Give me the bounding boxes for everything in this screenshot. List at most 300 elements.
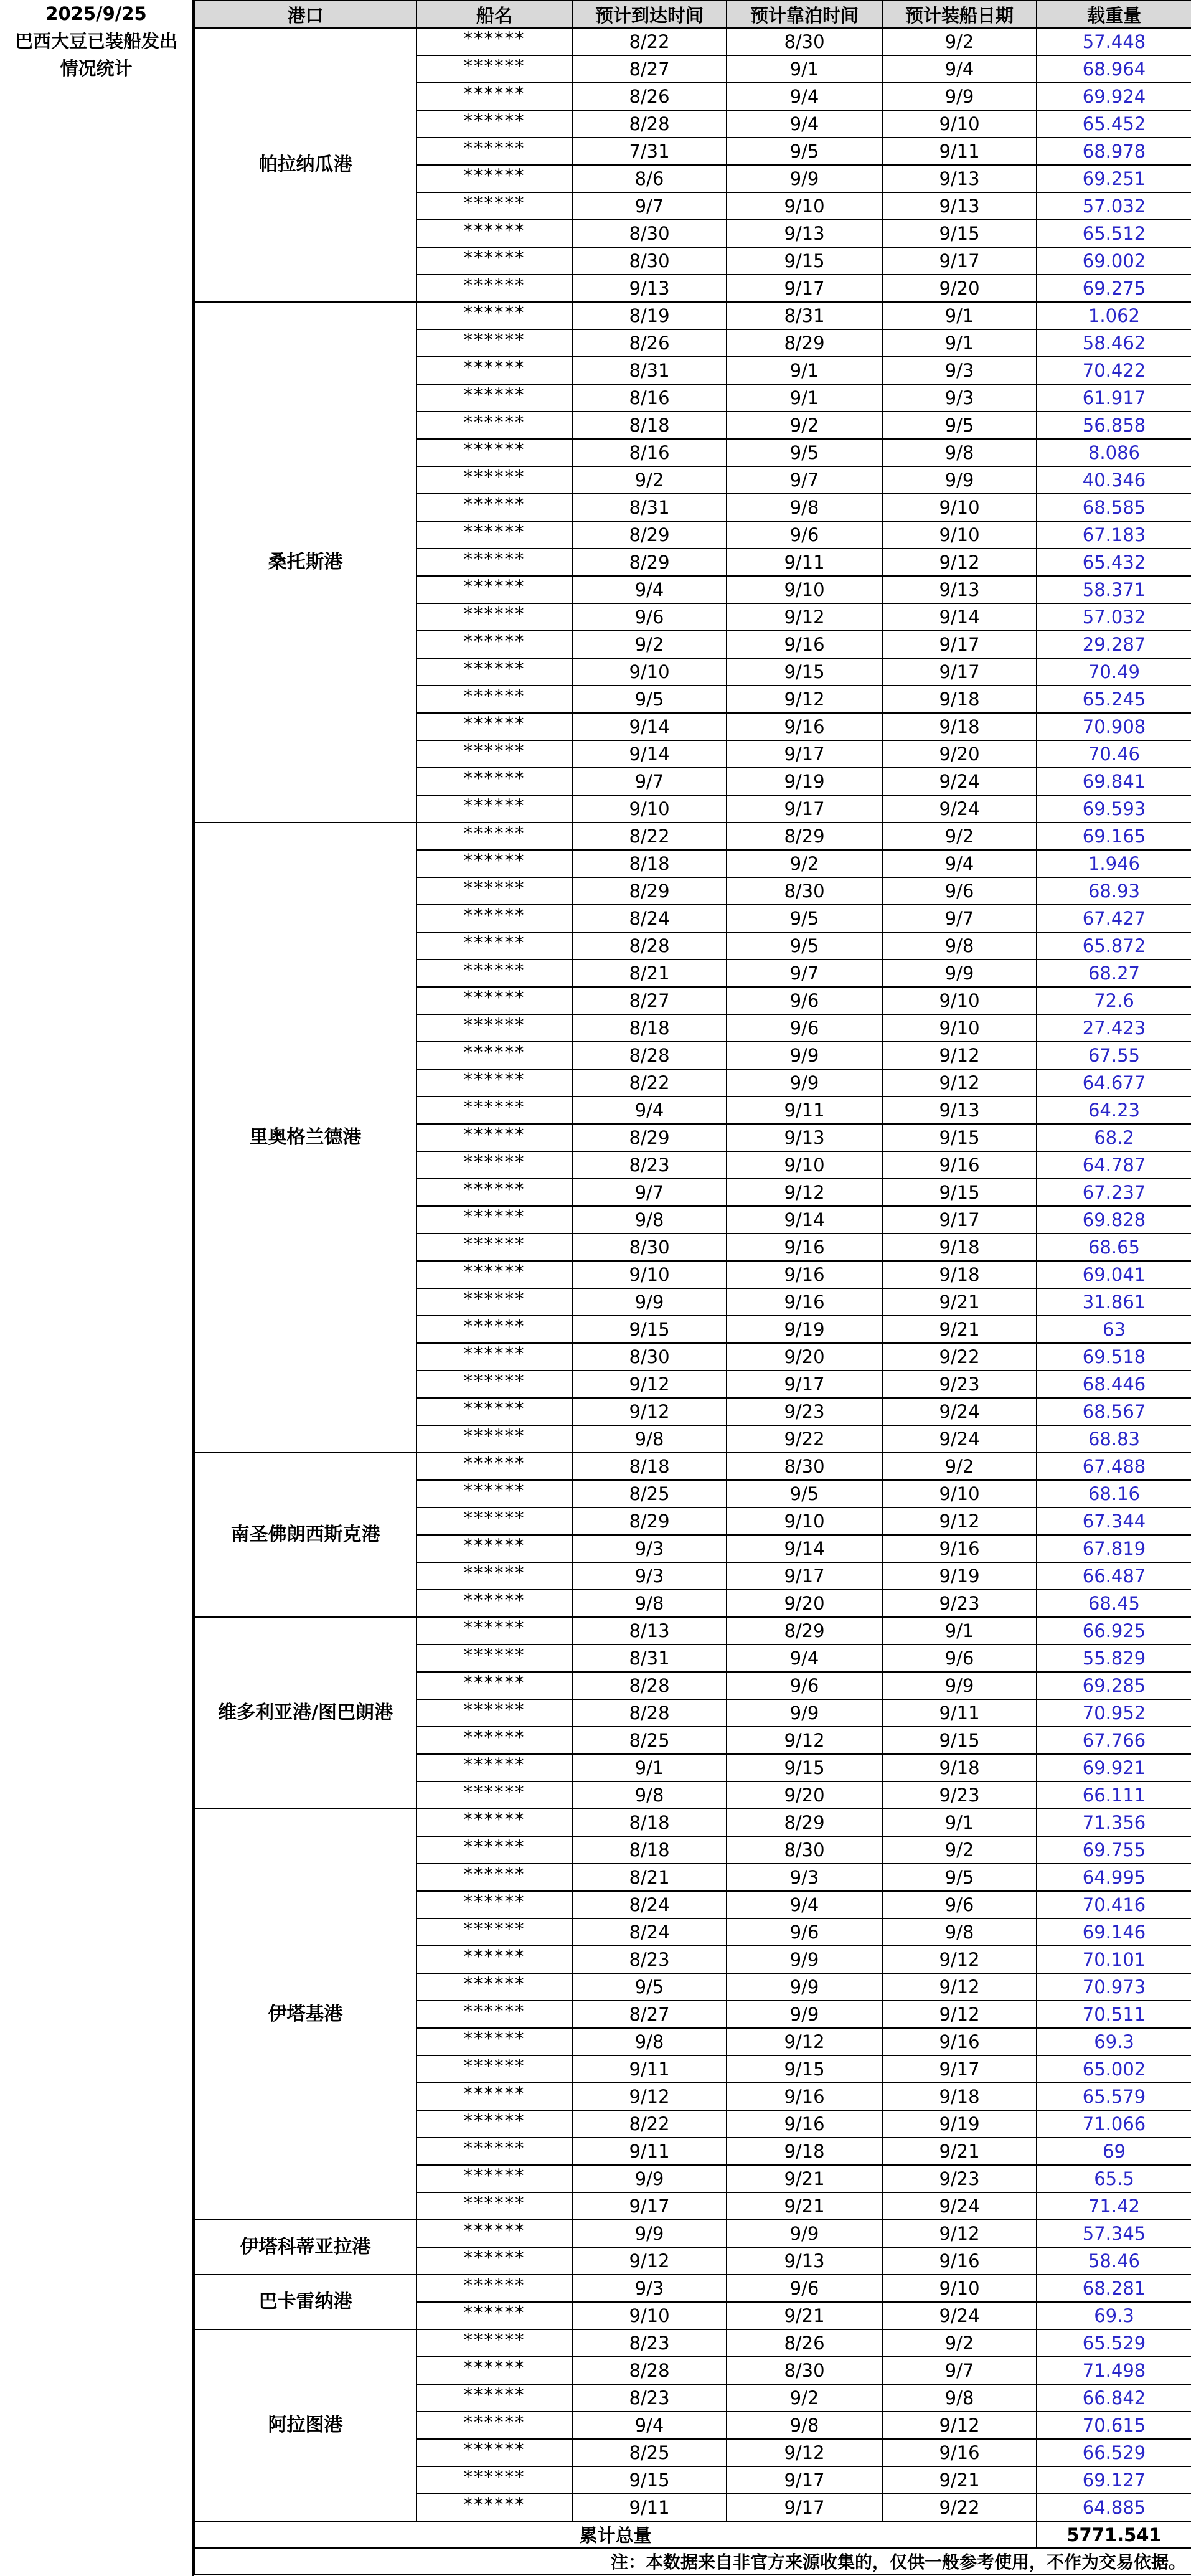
ship-name-cell: ******	[417, 549, 572, 576]
tonnage-cell: 66.111	[1037, 1781, 1191, 1809]
tonnage-cell: 66.529	[1037, 2439, 1191, 2466]
eta-cell: 8/27	[572, 987, 727, 1014]
berth-time-cell: 9/1	[727, 384, 882, 412]
berth-time-cell: 9/16	[727, 1261, 882, 1288]
ship-name-cell: ******	[417, 1042, 572, 1069]
ship-name-cell: ******	[417, 987, 572, 1014]
loading-date-cell: 9/15	[882, 220, 1037, 247]
tonnage-cell: 71.066	[1037, 2110, 1191, 2138]
loading-date-cell: 9/1	[882, 302, 1037, 329]
tonnage-cell: 64.23	[1037, 1097, 1191, 1124]
ship-name-cell: ******	[417, 2357, 572, 2384]
loading-date-cell: 9/2	[882, 28, 1037, 55]
ship-name-cell: ******	[417, 1507, 572, 1535]
loading-date-cell: 9/17	[882, 631, 1037, 658]
ship-name-cell: ******	[417, 1864, 572, 1891]
loading-date-cell: 9/23	[882, 2165, 1037, 2192]
eta-cell: 9/8	[572, 2028, 727, 2055]
loading-date-cell: 9/21	[882, 2138, 1037, 2165]
tonnage-cell: 58.46	[1037, 2247, 1191, 2275]
ship-name-cell: ******	[417, 275, 572, 302]
tonnage-cell: 68.2	[1037, 1124, 1191, 1151]
loading-date-cell: 9/18	[882, 713, 1037, 740]
berth-time-cell: 9/9	[727, 1973, 882, 2001]
eta-cell: 9/4	[572, 2412, 727, 2439]
loading-date-cell: 9/3	[882, 384, 1037, 412]
berth-time-cell: 8/29	[727, 1617, 882, 1644]
loading-date-cell: 9/9	[882, 960, 1037, 987]
loading-date-cell: 9/23	[882, 1781, 1037, 1809]
tonnage-cell: 70.422	[1037, 357, 1191, 384]
ship-name-cell: ******	[417, 1836, 572, 1864]
tonnage-cell: 63	[1037, 1316, 1191, 1343]
ship-name-cell: ******	[417, 1809, 572, 1836]
ship-name-cell: ******	[417, 2055, 572, 2083]
tonnage-cell: 66.487	[1037, 1562, 1191, 1590]
eta-cell: 8/28	[572, 1042, 727, 1069]
loading-date-cell: 9/12	[882, 1507, 1037, 1535]
loading-date-cell: 9/19	[882, 1562, 1037, 1590]
tonnage-cell: 57.032	[1037, 192, 1191, 220]
loading-date-cell: 9/4	[882, 55, 1037, 83]
loading-date-cell: 9/12	[882, 1946, 1037, 1973]
eta-cell: 9/2	[572, 466, 727, 494]
disclaimer-note: 注：本数据来自非官方来源收集的，仅供一般参考使用，不作为交易依据。	[194, 2548, 1191, 2574]
berth-time-cell: 9/7	[727, 960, 882, 987]
eta-cell: 8/31	[572, 494, 727, 521]
report-title: 巴西大豆已装船发出	[14, 31, 177, 52]
loading-date-cell: 9/16	[882, 1151, 1037, 1179]
berth-time-cell: 9/20	[727, 1343, 882, 1371]
tonnage-cell: 68.65	[1037, 1234, 1191, 1261]
berth-time-cell: 9/9	[727, 1069, 882, 1097]
berth-time-cell: 9/15	[727, 658, 882, 686]
berth-time-cell: 9/6	[727, 521, 882, 549]
tonnage-cell: 65.872	[1037, 932, 1191, 960]
ship-name-cell: ******	[417, 1644, 572, 1672]
ship-name-cell: ******	[417, 960, 572, 987]
loading-date-cell: 9/15	[882, 1727, 1037, 1754]
eta-cell: 9/10	[572, 1261, 727, 1288]
header-tonnage: 载重量	[1037, 1, 1191, 28]
tonnage-cell: 70.416	[1037, 1891, 1191, 1918]
ship-name-cell: ******	[417, 192, 572, 220]
berth-time-cell: 9/10	[727, 1507, 882, 1535]
loading-date-cell: 9/12	[882, 1042, 1037, 1069]
tonnage-cell: 8.086	[1037, 439, 1191, 466]
ship-name-cell: ******	[417, 2220, 572, 2247]
ship-name-cell: ******	[417, 1617, 572, 1644]
loading-date-cell: 9/20	[882, 275, 1037, 302]
berth-time-cell: 9/13	[727, 1124, 882, 1151]
berth-time-cell: 9/1	[727, 357, 882, 384]
ship-name-cell: ******	[417, 1699, 572, 1727]
tonnage-cell: 65.512	[1037, 220, 1191, 247]
berth-time-cell: 8/30	[727, 28, 882, 55]
loading-date-cell: 9/12	[882, 2220, 1037, 2247]
tonnage-cell: 66.925	[1037, 1617, 1191, 1644]
eta-cell: 8/24	[572, 1891, 727, 1918]
ship-name-cell: ******	[417, 28, 572, 55]
ship-name-cell: ******	[417, 850, 572, 877]
ship-name-cell: ******	[417, 905, 572, 932]
tonnage-cell: 69.828	[1037, 1206, 1191, 1234]
loading-date-cell: 9/16	[882, 2028, 1037, 2055]
loading-date-cell: 9/22	[882, 1343, 1037, 1371]
ship-name-cell: ******	[417, 466, 572, 494]
tonnage-cell: 67.766	[1037, 1727, 1191, 1754]
eta-cell: 8/18	[572, 850, 727, 877]
port-name-cell: 巴卡雷纳港	[194, 2275, 417, 2329]
header-loading-date: 预计装船日期	[882, 1, 1037, 28]
tonnage-cell: 68.446	[1037, 1371, 1191, 1398]
loading-date-cell: 9/4	[882, 850, 1037, 877]
ship-name-cell: ******	[417, 795, 572, 823]
ship-name-cell: ******	[417, 658, 572, 686]
berth-time-cell: 9/2	[727, 2384, 882, 2412]
eta-cell: 9/3	[572, 1535, 727, 1562]
eta-cell: 9/12	[572, 1398, 727, 1425]
tonnage-cell: 64.885	[1037, 2494, 1191, 2521]
eta-cell: 8/21	[572, 1864, 727, 1891]
berth-time-cell: 9/17	[727, 740, 882, 768]
eta-cell: 9/9	[572, 2220, 727, 2247]
berth-time-cell: 9/16	[727, 2110, 882, 2138]
tonnage-cell: 70.46	[1037, 740, 1191, 768]
eta-cell: 9/11	[572, 2055, 727, 2083]
eta-cell: 9/7	[572, 768, 727, 795]
tonnage-cell: 65.452	[1037, 110, 1191, 138]
loading-date-cell: 9/13	[882, 192, 1037, 220]
loading-date-cell: 9/10	[882, 110, 1037, 138]
tonnage-cell: 68.45	[1037, 1590, 1191, 1617]
loading-date-cell: 9/5	[882, 1864, 1037, 1891]
berth-time-cell: 9/13	[727, 2247, 882, 2275]
eta-cell: 9/5	[572, 1973, 727, 2001]
eta-cell: 8/28	[572, 110, 727, 138]
tonnage-cell: 67.183	[1037, 521, 1191, 549]
ship-name-cell: ******	[417, 1727, 572, 1754]
berth-time-cell: 9/6	[727, 1014, 882, 1042]
berth-time-cell: 9/11	[727, 1097, 882, 1124]
table-row	[194, 302, 1191, 329]
berth-time-cell: 9/5	[727, 439, 882, 466]
eta-cell: 8/25	[572, 1727, 727, 1754]
berth-time-cell: 9/16	[727, 2083, 882, 2110]
berth-time-cell: 9/21	[727, 2165, 882, 2192]
eta-cell: 9/7	[572, 192, 727, 220]
ship-name-cell: ******	[417, 357, 572, 384]
ship-name-cell: ******	[417, 2466, 572, 2494]
tonnage-cell: 69.755	[1037, 1836, 1191, 1864]
loading-date-cell: 9/12	[882, 1069, 1037, 1097]
ship-name-cell: ******	[417, 603, 572, 631]
ship-name-cell: ******	[417, 1316, 572, 1343]
berth-time-cell: 9/4	[727, 1644, 882, 1672]
eta-cell: 8/29	[572, 549, 727, 576]
loading-date-cell: 9/17	[882, 247, 1037, 275]
loading-date-cell: 9/13	[882, 576, 1037, 603]
loading-date-cell: 9/10	[882, 521, 1037, 549]
berth-time-cell: 9/16	[727, 1234, 882, 1261]
eta-cell: 9/13	[572, 275, 727, 302]
eta-cell: 8/13	[572, 1617, 727, 1644]
eta-cell: 8/27	[572, 55, 727, 83]
loading-date-cell: 9/10	[882, 2275, 1037, 2302]
eta-cell: 8/19	[572, 302, 727, 329]
tonnage-cell: 67.344	[1037, 1507, 1191, 1535]
tonnage-cell: 67.488	[1037, 1453, 1191, 1480]
eta-cell: 9/10	[572, 795, 727, 823]
tonnage-cell: 69.518	[1037, 1343, 1191, 1371]
loading-date-cell: 9/10	[882, 987, 1037, 1014]
eta-cell: 9/10	[572, 2302, 727, 2329]
header-eta: 预计到达时间	[572, 1, 727, 28]
berth-time-cell: 8/26	[727, 2329, 882, 2357]
eta-cell: 8/27	[572, 2001, 727, 2028]
eta-cell: 8/23	[572, 1946, 727, 1973]
ship-name-cell: ******	[417, 2001, 572, 2028]
eta-cell: 9/11	[572, 2494, 727, 2521]
eta-cell: 9/2	[572, 631, 727, 658]
total-value: 5771.541	[1037, 2521, 1191, 2548]
tonnage-cell: 70.511	[1037, 2001, 1191, 2028]
loading-date-cell: 9/21	[882, 2466, 1037, 2494]
loading-date-cell: 9/24	[882, 1425, 1037, 1453]
berth-time-cell: 9/17	[727, 1562, 882, 1590]
loading-date-cell: 9/2	[882, 823, 1037, 850]
ship-name-cell: ******	[417, 329, 572, 357]
tonnage-cell: 56.858	[1037, 412, 1191, 439]
berth-time-cell: 9/1	[727, 55, 882, 83]
berth-time-cell: 9/20	[727, 1590, 882, 1617]
ship-name-cell: ******	[417, 2028, 572, 2055]
berth-time-cell: 9/7	[727, 466, 882, 494]
tonnage-cell: 58.371	[1037, 576, 1191, 603]
ship-name-cell: ******	[417, 2412, 572, 2439]
eta-cell: 9/14	[572, 713, 727, 740]
ship-name-cell: ******	[417, 1973, 572, 2001]
eta-cell: 8/25	[572, 2439, 727, 2466]
berth-time-cell: 9/17	[727, 2494, 882, 2521]
loading-date-cell: 9/17	[882, 1206, 1037, 1234]
berth-time-cell: 9/8	[727, 494, 882, 521]
loading-date-cell: 9/10	[882, 494, 1037, 521]
tonnage-cell: 68.978	[1037, 138, 1191, 165]
eta-cell: 8/28	[572, 2357, 727, 2384]
total-row	[194, 2521, 1191, 2548]
tonnage-cell: 57.448	[1037, 28, 1191, 55]
berth-time-cell: 9/6	[727, 2275, 882, 2302]
ship-name-cell: ******	[417, 1590, 572, 1617]
ship-name-cell: ******	[417, 1124, 572, 1151]
tonnage-cell: 69.041	[1037, 1261, 1191, 1288]
tonnage-cell: 69.002	[1037, 247, 1191, 275]
ship-name-cell: ******	[417, 521, 572, 549]
loading-date-cell: 9/18	[882, 1261, 1037, 1288]
loading-date-cell: 9/6	[882, 1891, 1037, 1918]
eta-cell: 8/28	[572, 932, 727, 960]
total-label: 累计总量	[194, 2521, 1037, 2548]
ship-name-cell: ******	[417, 2439, 572, 2466]
berth-time-cell: 8/30	[727, 877, 882, 905]
berth-time-cell: 9/15	[727, 2055, 882, 2083]
ship-name-cell: ******	[417, 1754, 572, 1781]
eta-cell: 8/22	[572, 1069, 727, 1097]
loading-date-cell: 9/18	[882, 1754, 1037, 1781]
loading-date-cell: 9/22	[882, 2494, 1037, 2521]
berth-time-cell: 9/9	[727, 1699, 882, 1727]
loading-date-cell: 9/24	[882, 1398, 1037, 1425]
table-row	[194, 2275, 1191, 2302]
berth-time-cell: 8/29	[727, 1809, 882, 1836]
berth-time-cell: 9/19	[727, 1316, 882, 1343]
tonnage-cell: 69.841	[1037, 768, 1191, 795]
loading-date-cell: 9/15	[882, 1179, 1037, 1206]
port-name-cell: 阿拉图港	[194, 2329, 417, 2521]
ship-name-cell: ******	[417, 1151, 572, 1179]
eta-cell: 9/15	[572, 2466, 727, 2494]
eta-cell: 9/11	[572, 2138, 727, 2165]
loading-date-cell: 9/9	[882, 83, 1037, 110]
eta-cell: 8/22	[572, 823, 727, 850]
eta-cell: 9/1	[572, 1754, 727, 1781]
loading-date-cell: 9/24	[882, 768, 1037, 795]
tonnage-cell: 65.579	[1037, 2083, 1191, 2110]
tonnage-cell: 68.93	[1037, 877, 1191, 905]
berth-time-cell: 9/17	[727, 2466, 882, 2494]
ship-name-cell: ******	[417, 494, 572, 521]
ship-name-cell: ******	[417, 2165, 572, 2192]
berth-time-cell: 9/9	[727, 165, 882, 192]
ship-name-cell: ******	[417, 412, 572, 439]
loading-date-cell: 9/23	[882, 1371, 1037, 1398]
loading-date-cell: 9/9	[882, 1672, 1037, 1699]
loading-date-cell: 9/19	[882, 2110, 1037, 2138]
loading-date-cell: 9/2	[882, 1836, 1037, 1864]
ship-name-cell: ******	[417, 877, 572, 905]
berth-time-cell: 9/5	[727, 138, 882, 165]
loading-date-cell: 9/17	[882, 2055, 1037, 2083]
loading-date-cell: 9/6	[882, 1644, 1037, 1672]
berth-time-cell: 8/30	[727, 2357, 882, 2384]
tonnage-cell: 68.281	[1037, 2275, 1191, 2302]
loading-date-cell: 9/16	[882, 2439, 1037, 2466]
berth-time-cell: 9/16	[727, 1288, 882, 1316]
ship-name-cell: ******	[417, 932, 572, 960]
loading-date-cell: 9/17	[882, 658, 1037, 686]
berth-time-cell: 8/30	[727, 1453, 882, 1480]
tonnage-cell: 67.55	[1037, 1042, 1191, 1069]
loading-date-cell: 9/14	[882, 603, 1037, 631]
berth-time-cell: 9/12	[727, 1727, 882, 1754]
eta-cell: 8/24	[572, 905, 727, 932]
loading-date-cell: 9/3	[882, 357, 1037, 384]
table-row	[194, 823, 1191, 850]
tonnage-cell: 64.995	[1037, 1864, 1191, 1891]
tonnage-cell: 69.165	[1037, 823, 1191, 850]
tonnage-cell: 70.101	[1037, 1946, 1191, 1973]
loading-date-cell: 9/24	[882, 795, 1037, 823]
tonnage-cell: 67.819	[1037, 1535, 1191, 1562]
tonnage-cell: 64.677	[1037, 1069, 1191, 1097]
berth-time-cell: 9/5	[727, 1480, 882, 1507]
tonnage-cell: 69.146	[1037, 1918, 1191, 1946]
table-row	[194, 1453, 1191, 1480]
ship-name-cell: ******	[417, 138, 572, 165]
tonnage-cell: 66.842	[1037, 2384, 1191, 2412]
tonnage-cell: 70.615	[1037, 2412, 1191, 2439]
sidebar-title-panel	[0, 0, 194, 2576]
tonnage-cell: 65.002	[1037, 2055, 1191, 2083]
berth-time-cell: 9/4	[727, 110, 882, 138]
eta-cell: 8/31	[572, 1644, 727, 1672]
ship-name-cell: ******	[417, 2384, 572, 2412]
ship-name-cell: ******	[417, 247, 572, 275]
berth-time-cell: 8/29	[727, 823, 882, 850]
tonnage-cell: 70.908	[1037, 713, 1191, 740]
loading-date-cell: 9/7	[882, 905, 1037, 932]
eta-cell: 9/4	[572, 576, 727, 603]
ship-name-cell: ******	[417, 740, 572, 768]
eta-cell: 9/6	[572, 603, 727, 631]
tonnage-cell: 64.787	[1037, 1151, 1191, 1179]
loading-date-cell: 9/18	[882, 686, 1037, 713]
ship-name-cell: ******	[417, 1946, 572, 1973]
eta-cell: 8/28	[572, 1672, 727, 1699]
tonnage-cell: 65.529	[1037, 2329, 1191, 2357]
berth-time-cell: 9/10	[727, 1151, 882, 1179]
loading-date-cell: 9/12	[882, 2412, 1037, 2439]
loading-date-cell: 9/21	[882, 1316, 1037, 1343]
berth-time-cell: 9/9	[727, 2001, 882, 2028]
eta-cell: 8/29	[572, 521, 727, 549]
ship-name-cell: ******	[417, 2494, 572, 2521]
tonnage-cell: 70.49	[1037, 658, 1191, 686]
berth-time-cell: 9/6	[727, 1672, 882, 1699]
berth-time-cell: 9/14	[727, 1206, 882, 1234]
eta-cell: 8/30	[572, 1343, 727, 1371]
tonnage-cell: 65.5	[1037, 2165, 1191, 2192]
tonnage-cell: 69.593	[1037, 795, 1191, 823]
ship-name-cell: ******	[417, 83, 572, 110]
ship-name-cell: ******	[417, 1672, 572, 1699]
eta-cell: 8/28	[572, 1699, 727, 1727]
tonnage-cell: 72.6	[1037, 987, 1191, 1014]
ship-name-cell: ******	[417, 1234, 572, 1261]
loading-date-cell: 9/10	[882, 1480, 1037, 1507]
ship-name-cell: ******	[417, 1179, 572, 1206]
ship-name-cell: ******	[417, 2110, 572, 2138]
loading-date-cell: 9/11	[882, 1699, 1037, 1727]
eta-cell: 8/16	[572, 384, 727, 412]
table-row	[194, 1617, 1191, 1644]
berth-time-cell: 9/22	[727, 1425, 882, 1453]
berth-time-cell: 9/21	[727, 2302, 882, 2329]
port-name-cell: 里奥格兰德港	[194, 823, 417, 1453]
eta-cell: 8/30	[572, 247, 727, 275]
loading-date-cell: 9/5	[882, 412, 1037, 439]
ship-name-cell: ******	[417, 2275, 572, 2302]
loading-date-cell: 9/11	[882, 138, 1037, 165]
berth-time-cell: 9/11	[727, 549, 882, 576]
berth-time-cell: 9/12	[727, 1179, 882, 1206]
loading-date-cell: 9/2	[882, 1453, 1037, 1480]
note-row	[194, 2548, 1191, 2574]
berth-time-cell: 8/30	[727, 1836, 882, 1864]
berth-time-cell: 9/15	[727, 1754, 882, 1781]
ship-name-cell: ******	[417, 1781, 572, 1809]
